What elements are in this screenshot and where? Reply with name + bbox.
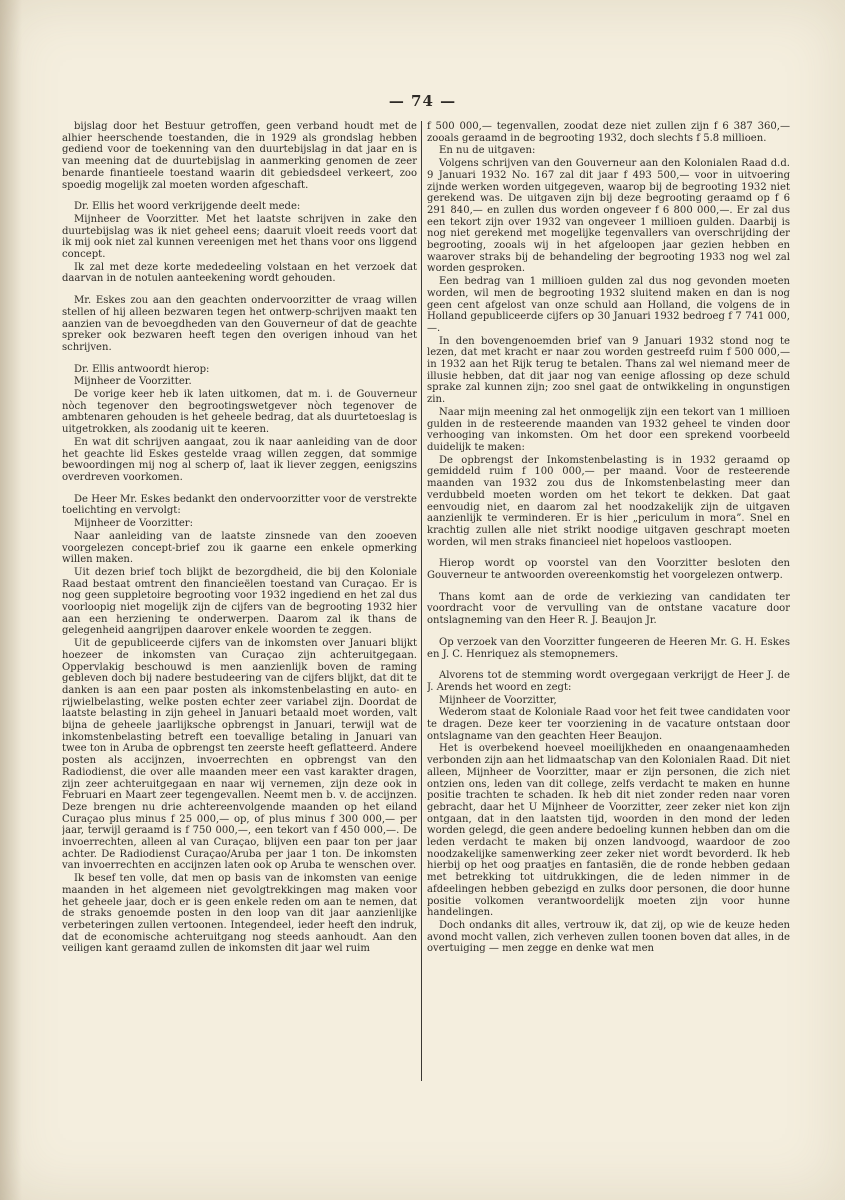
paragraph: Naar aanleiding van de laatste zinsnede van den zooeven voorgelezen concept-brief zou ik gaarne een enkele opmerking willen maken. (62, 530, 417, 566)
paragraph: Ik zal met deze korte mededeeling volstaan en het verzoek dat daarvan in de notulen aanteekening wordt gehouden. (62, 261, 417, 285)
paragraph: Dr. Ellis het woord verkrijgende deelt mede: (74, 201, 301, 213)
paragraph: De vorige keer heb ik laten uitkomen, dat m. i. de Gouverneur nòch tegenover den begrootingswetgever nòch tegenover de ambtenaren gehouden is het geheele bedrag, dat als duurtetoeslag is uitgetrokken, als zoodanig uit te keeren. (62, 389, 417, 436)
paragraph: En nu de uitgaven: (439, 145, 536, 157)
paragraph: Dr. Ellis antwoordt hierop: (74, 363, 210, 375)
paragraph: Mijnheer de Voorzitter. (74, 376, 192, 388)
paragraph: Uit de gepubliceerde cijfers van de inkomsten over Januari blijkt hoezeer de inkomsten van Curaçao zijn achteruitgegaan. Oppervlakig beschouwd is men aanzienlijk boven de raming gebleven doch bij nadere bestudeering van de cijfers blijkt, dat dit te danken is aan een paar posten als inkomstenbelasting en auto- en rijwielbelasting, welke posten echter zeer variabel zijn. Doordat de laatste belasting in zijn geheel in Januari betaald moet worden, valt bijna de geheele jaarlijksche opbrengst in Januari, terwijl wat de inkomstenbelasting betreft een toevallige betaling in Januari van twee ton in Aruba de opbrengst ten zeerste heeft geflatteerd. Andere posten als accijnzen, invoerrechten en opbrengst van den Radiodienst, die over alle maanden meer een vast karakter dragen, zijn zeer achteruitgegaan en naar wij vernemen, zijn deze ook in Februari en Maart zeer tegengevallen. Neemt men b. v. de accijnzen. Deze brengen nu drie achtereenvolgende maanden op het eiland Curaçao plus minus f 25 000,— op, of plus minus f 300 000,— per jaar, terwijl geraamd is f 750 000,—, een tekort van f 450 000,—. De invoerrechten, alleen al van Curaçao, blijven een paar ton per jaar achter. De Radiodienst Curaçao/Aruba per jaar 1 ton. De inkomsten van invoerrechten en accijnzen laten ook op Aruba te wenschen over. (62, 638, 417, 872)
paragraph: Uit dezen brief toch blijkt de bezorgdheid, die bij den Koloniale Raad bestaat omtrent den financieëlen toestand van Curaçao. Er is nog geen suppletoire begrooting voor 1932 ingediend en het zal dus voorloopig niet mogelijk zijn de cijfers van de begrooting 1932 hier aan een herziening te onderwerpen. Daarom zal ik thans de gelegenheid aangrijpen daarover enkele woorden te zeggen. (62, 566, 417, 637)
paragraph: Het is overbekend hoeveel moeilijkheden en onaangenaamheden verbonden zijn aan het lidmaatschap van den Kolonialen Raad. Dit niet alleen, Mijnheer de Voorzitter, maar er zijn personen, die zich niet ontzien ons, leden van dit college, zelfs verdacht te maken en hunne positie trachten te schaden. Ik heb dit niet zonder reden naar voren gebracht, daar het U Mijnheer de Voorzitter, zeer zeker niet kon zijn ontgaan, dat in den laatsten tijd, woorden in den mond der leden worden gelegd, die geen andere bedoeling kunnen hebben dan om die leden verdacht te maken bij onzen landvoogd, waardoor de zoo noodzakelijke samenwerking zeer zeker niet wordt bevorderd. Ik heb hierbij op het oog praatjes en fantasiën, die de ronde hebben gedaan met betrekking tot uitdrukkingen, die de leden nimmer in de afdeelingen hebben gebezigd en zulks door personen, die door hunne positie volkomen verantwoordelijk moeten zijn voor hunne handelingen. (427, 743, 790, 919)
paragraph: Mijnheer de Voorzitter. Met het laatste schrijven in zake den duurtebijslag was ik niet geheel eens; daaruit vloeit reeds voort dat ik mij ook niet zal kunnen vereenigen met het thans voor ons liggend concept. (62, 213, 417, 261)
paragraph: Volgens schrijven van den Gouverneur aan den Kolonialen Raad d.d. 9 Januari 1932 No. 167 zal dit jaar f 493 500,— voor in uitvoering zijnde werken worden uitgegeven, waarop bij de begrooting 1932 niet gerekend was. De uitgaven zijn bij deze begrooting geraamd op f 6 291 840,— en zullen dus worden ongeveer f 6 800 000,—. Er zal dus een tekort zijn over 1932 van ongeveer 1 millioen gulden. Daarbij is nog niet gerekend met mogelijke tegenvallers van overschrijding der begrooting, zooals wij in het afgeloopen jaar gezien hebben en waarover straks bij de behandeling der begrooting 1933 nog wel zal worden gesproken. (427, 158, 790, 275)
paragraph: Ik besef ten volle, dat men op basis van de inkomsten van eenige maanden in het algemeen niet gevolgtrekkingen mag maken voor het geheele jaar, doch er is geen enkele reden om aan te nemen, dat de straks genoemde posten in den loop van dit jaar aanzienlijke verbeteringen zullen vertoonen. Integendeel, ieder heeft den indruk, dat de economische achteruitgang nog steeds aanhoudt. Aan den veiligen kant geraamd zullen de inkomsten dit jaar wel ruim (62, 873, 417, 955)
right-column (427, 121, 790, 1121)
paragraph: bijslag door het Bestuur getroffen, geen verband houdt met de alhier heerschende toestanden, die in 1929 als grondslag hebben gediend voor de toekenning van den duurtebijslag in dat jaar en is van meening dat de duurtebijslag in aanmerking genomen de zeer benarde finantieele toestand waarin dit gebiedsdeel verkeert, zoo spoedig mogelijk zal moeten worden afgeschaft. (62, 121, 417, 191)
paragraph: Op verzoek van den Voorzitter fungeeren de Heeren Mr. G. H. Eskes en J. C. Henriquez als stemopnemers. (427, 636, 790, 660)
paragraph: Hierop wordt op voorstel van den Voorzitter besloten den Gouverneur te antwoorden overeenkomstig het voorgelezen ontwerp. (427, 558, 790, 582)
paragraph: Alvorens tot de stemming wordt overgegaan verkrijgt de Heer J. de J. Arends het woord en zegt: (427, 670, 790, 693)
paragraph: Naar mijn meening zal het onmogelijk zijn een tekort van 1 millioen gulden in de resteerende maanden van 1932 geheel te vinden door verhooging van inkomsten. Om het door een sprekend voorbeeld duidelijk te maken: (427, 406, 790, 453)
paragraph: Mijnheer de Voorzitter, (439, 694, 557, 706)
page-number: — 74 — (388, 92, 457, 110)
paragraph: En wat dit schrijven aangaat, zou ik naar aanleiding van de door het geachte lid Eskes gestelde vraag willen zeggen, dat sommige bewoordingen mij nog al scherp of, laat ik liever zeggen, eenigszins overdreven voorkomen. (62, 436, 417, 483)
paragraph: Doch ondanks dit alles, vertrouw ik, dat zij, op wie de keuze heden avond mocht vallen, zich verheven zullen toonen boven dat alles, in de overtuiging — men zegge en denke wat men (427, 920, 790, 955)
paragraph: f 500 000,— tegenvallen, zoodat deze niet zullen zijn f 6 387 360,— zooals geraamd in de begrooting 1932, doch slechts f 5.8 millioen. (427, 121, 790, 144)
paragraph: Thans komt aan de orde de verkiezing van candidaten ter voordracht voor de vervulling van de ontstane vacature door ontslagneming van den Heer R. J. Beaujon Jr. (427, 591, 790, 627)
paragraph: Een bedrag van 1 millioen gulden zal dus nog gevonden moeten worden, wil men de begrooting 1932 sluitend maken en dan is nog geen cent afgelost van onze schuld aan Holland, die volgens de in Holland gepubliceerde cijfers op 30 Januari 1932 bedroeg f 7 741 000,—. (427, 276, 790, 334)
left-column (62, 121, 417, 1121)
column-divider (421, 121, 422, 1081)
paragraph: Mijnheer de Voorzitter: (74, 518, 193, 530)
paragraph: De opbrengst der Inkomstenbelasting is in 1932 geraamd op gemiddeld ruim f 100 000,— per maand. Voor de resteerende maanden van 1932 zou dus de Inkomstenbelasting meer dan verdubbeld moeten worden om het tekort te dekken. Dat gaat eenvoudig niet, en daarom zal het noodzakelijk zijn de uitgaven aanzienlijk te verminderen. Er is hier „periculum in mora”. Snel en krachtig zullen alle niet strikt noodige uitgaven geschrapt moeten worden, wil men straks financieel niet hopeloos vastloopen. (427, 454, 790, 548)
paragraph: In den bovengenoemden brief van 9 Januari 1932 stond nog te lezen, dat met kracht er naar zou worden gestreefd ruim f 500 000,— in 1932 aan het Rijk terug te betalen. Thans zal wel niemand meer de illusie hebben, dat dit jaar nog van eenige aflossing op deze schuld sprake zal kunnen zijn; zoo snel gaat de ontwikkeling in ongunstigen zin. (427, 335, 790, 406)
paragraph: Wederom staat de Koloniale Raad voor het feit twee candidaten voor te dragen. Deze keer ter voorziening in de vacature ontstaan door ontslagname van den geachten Heer Beaujon. (427, 707, 790, 742)
paragraph: Mr. Eskes zou aan den geachten ondervoorzitter de vraag willen stellen of hij alleen bezwaren tegen het ontwerp-schrijven maakt ten aanzien van de bevoegdheden van den Gouverneur of dat de geachte spreker ook bezwaren heeft tegen den overigen inhoud van het schrijven. (62, 295, 417, 353)
paragraph: De Heer Mr. Eskes bedankt den ondervoorzitter voor de verstrekte toelichting en vervolgt: (62, 493, 417, 517)
